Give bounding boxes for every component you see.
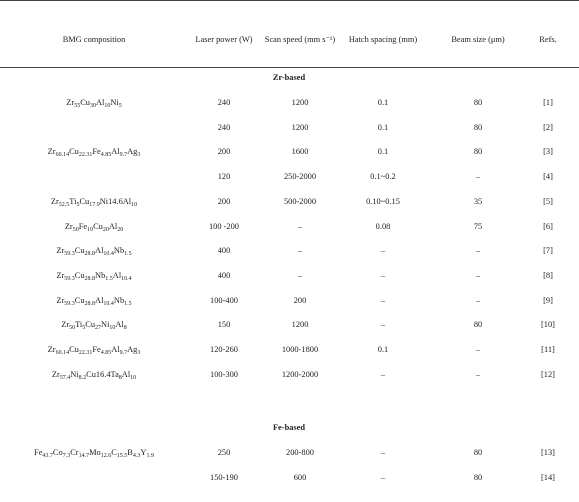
cell-refs: [13] — [541, 448, 555, 457]
cell-composition: $Zr_{50}Fe_{10}Cu_{20}Al_{20}$ — [64, 221, 124, 233]
cell-hatch-spacing: 0.1~0.2 — [370, 172, 396, 182]
cell-scan-speed: 250-2000 — [283, 172, 317, 182]
cell-laser-power: 100-400 — [210, 295, 238, 305]
header-composition: BMG composition — [62, 35, 126, 44]
cell-composition: $Zr_{52.5}Ti_5Cu_{17.9}Ni14.6Al_{10}$ — [50, 196, 138, 208]
cell-laser-power: 400 — [217, 246, 231, 256]
cell-laser-power: 100-300 — [210, 369, 238, 379]
cell-refs: [6] — [543, 221, 553, 231]
cell-laser-power: 250 — [217, 448, 231, 457]
cell-refs: [5] — [543, 196, 553, 206]
cell-refs: [8] — [543, 270, 553, 280]
cell-laser-power: 120 — [217, 172, 231, 182]
cell-hatch-spacing: 0.08 — [375, 221, 391, 231]
cell-beam-size: 80 — [473, 473, 483, 482]
cell-hatch-spacing: 0.1 — [377, 147, 389, 157]
cell-refs: [9] — [543, 295, 553, 305]
cell-beam-size: – — [475, 295, 481, 305]
cell-beam-size: – — [475, 246, 481, 256]
cell-laser-power: 120-260 — [210, 345, 238, 354]
cell-composition: $Zr_{55}Cu_{30}Al_{10}Ni_5$ — [66, 98, 122, 109]
cell-hatch-spacing: 0.1 — [377, 98, 389, 107]
cell-hatch-spacing: – — [380, 295, 386, 305]
cell-refs: [4] — [543, 172, 553, 182]
header-scan-speed: Scan speed (mm s⁻¹) — [264, 35, 336, 44]
cell-hatch-spacing: – — [380, 320, 386, 330]
cell-hatch-spacing: 0.1 — [377, 345, 389, 354]
cell-laser-power: 200 — [217, 196, 231, 206]
cell-beam-size: 80 — [473, 448, 483, 457]
cell-beam-size: – — [475, 172, 481, 182]
cell-beam-size: 80 — [473, 147, 483, 157]
cell-composition: $Zr_{50}Ti_5Cu_{27}Ni_{10}Al_8$ — [61, 320, 127, 332]
header-refs: Refs. — [539, 35, 557, 44]
section-title: Fe-based — [272, 423, 306, 432]
cell-hatch-spacing: – — [380, 473, 386, 482]
cell-refs: [11] — [541, 345, 555, 354]
cell-refs: [3] — [543, 147, 553, 157]
cell-laser-power: 100 -200 — [208, 221, 240, 231]
cell-scan-speed: 1200-2000 — [281, 369, 319, 379]
cell-beam-size: 80 — [473, 98, 483, 107]
cell-refs: [14] — [541, 473, 555, 482]
cell-composition: $Zr_{59.3}Cu_{28.8}Al_{10.4}Nb_{1.5}$ — [56, 295, 132, 307]
section-title: Zr-based — [272, 73, 306, 82]
cell-refs: [10] — [541, 320, 555, 330]
cell-scan-speed: – — [297, 221, 303, 231]
cell-scan-speed: 200-800 — [286, 448, 314, 457]
cell-scan-speed: 1200 — [291, 320, 309, 330]
header-laser-power: Laser power (W) — [195, 35, 253, 44]
cell-scan-speed: 1200 — [291, 122, 309, 132]
cell-scan-speed: 1000-1800 — [281, 345, 319, 354]
cell-beam-size: 80 — [473, 320, 483, 330]
cell-composition: $Zr_{60.14}Cu_{22.31}Fe_{4.85}Al_{9.7}Ag_3$ — [47, 147, 141, 159]
cell-refs: [7] — [543, 246, 553, 256]
cell-hatch-spacing: 0.1 — [377, 122, 389, 132]
cell-scan-speed: – — [297, 270, 303, 280]
cell-scan-speed: 200 — [293, 295, 307, 305]
cell-laser-power: 150-190 — [210, 473, 238, 482]
cell-scan-speed: – — [297, 246, 303, 256]
cell-refs: [1] — [543, 98, 553, 107]
cell-hatch-spacing: – — [380, 369, 386, 379]
cell-beam-size: – — [475, 369, 481, 379]
top-rule — [0, 0, 579, 1]
cell-laser-power: 200 — [217, 147, 231, 157]
cell-beam-size: – — [475, 270, 481, 280]
cell-refs: [12] — [541, 369, 555, 379]
cell-hatch-spacing: – — [380, 270, 386, 280]
cell-hatch-spacing: – — [380, 448, 386, 457]
cell-refs: [2] — [543, 122, 553, 132]
cell-scan-speed: 1200 — [291, 98, 309, 107]
cell-laser-power: 400 — [217, 270, 231, 280]
header-beam-size: Beam size (μm) — [451, 35, 505, 44]
cell-composition: $Zr_{59.3}Cu_{28.8}Nb_{1.5}Al_{10.4}$ — [56, 270, 132, 282]
cell-beam-size: 75 — [473, 221, 483, 231]
cell-scan-speed: 500-2000 — [283, 196, 317, 206]
cell-composition: $Zr_{59.3}Cu_{28.8}Al_{10.4}Nb_{1.5}$ — [56, 246, 132, 258]
cell-hatch-spacing: 0.10~0.15 — [366, 196, 400, 206]
cell-scan-speed: 1600 — [291, 147, 309, 157]
header-rule — [0, 67, 579, 68]
cell-beam-size: – — [475, 345, 481, 354]
cell-beam-size: 80 — [473, 122, 483, 132]
cell-composition: $Zr_{57.4}Ni_{8.2}Cu16.4Ta_8Al_{10}$ — [51, 369, 137, 381]
cell-beam-size: 35 — [473, 196, 483, 206]
cell-scan-speed: 600 — [293, 473, 307, 482]
header-hatch-spacing: Hatch spacing (mm) — [348, 35, 418, 44]
cell-hatch-spacing: – — [380, 246, 386, 256]
cell-laser-power: 150 — [217, 320, 231, 330]
cell-laser-power: 240 — [217, 98, 231, 107]
cell-composition: $Fe_{43.7}Co_{7.3}Cr_{14.7}Mo_{12.6}C_{15.5}B_{4.3}Y_{1.9}$ — [34, 448, 154, 459]
cell-composition: $Zr_{60.14}Cu_{22.31}Fe_{4.85}Al_{9.7}Ag_3$ — [47, 345, 141, 356]
cell-laser-power: 240 — [217, 122, 231, 132]
